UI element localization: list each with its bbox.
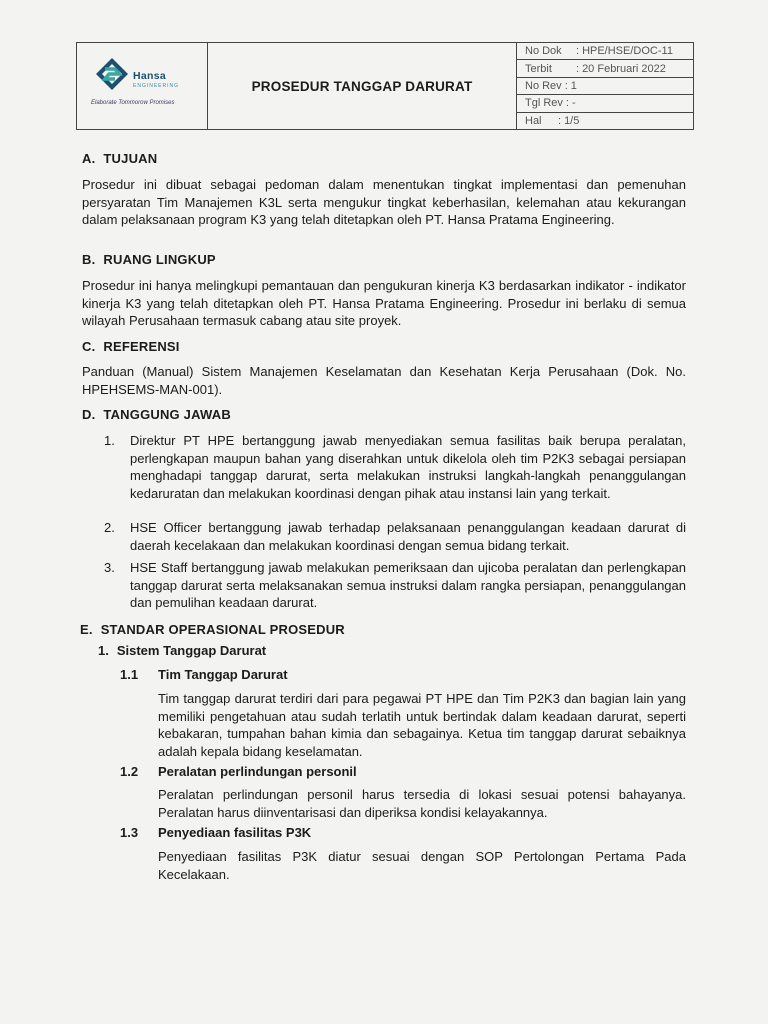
- section-b-text: Prosedur ini hanya melingkupi pemantauan dan pengukuran kinerja K3 berdasarkan indikator - indikator kinerja K3 yang telah ditetapkan oleh PT. Hansa Pratama Engineering. Prosedur ini berlaku di semua wilayah Perusahaan termasuk cabang atau site proyek.: [82, 278, 686, 328]
- document-meta: [517, 43, 693, 129]
- subsubsection-text: Tim tanggap darurat terdiri dari para pegawai PT HPE dan Tim P2K3 dan bagian lain yang memiliki pengetahuan atau sudah terlatih untuk bertindak dalam keadaan darurat, seperti kebakaran, tumpahan bahan kimia dan sebagainya. Ketua tim tanggap darurat sebaiknya adalah kepala bidang keselamatan.: [158, 691, 686, 759]
- section-a-heading: A. TUJUAN: [82, 151, 158, 166]
- company-subtitle: ENGINEERING: [133, 83, 180, 89]
- section-e-heading: E. STANDAR OPERASIONAL PROSEDUR: [80, 622, 345, 637]
- logo-cell: [77, 43, 208, 129]
- section-c-heading: C. REFERENSI: [82, 339, 180, 354]
- meta-no-dok: No Dok : HPE/HSE/DOC-11: [517, 43, 693, 60]
- section-d-heading: D. TANGGUNG JAWAB: [82, 407, 231, 422]
- subsubsection-heading: 1.1 Tim Tanggap Darurat: [120, 667, 288, 682]
- list-item: 2. HSE Officer bertanggung jawab terhadap pelaksanaan penanggulangan keadaan darurat di daerah kecelakaan dan melakukan koordinasi dengan semua bidang terkait.: [104, 520, 686, 553]
- company-tagline: Elaborate Tommorow Promises: [91, 100, 175, 106]
- hansa-logo-icon: [95, 57, 129, 91]
- subsection-heading: 1. Sistem Tanggap Darurat: [98, 643, 267, 658]
- section-a-text: Prosedur ini dibuat sebagai pedoman dalam menentukan tingkat implementasi dan pemenuhan persyaratan Tim Manajemen K3L serta mengukur tingkat keberhasilan, kelemahan atau kekurangan dalam pelaksanaan program K3 yang telah ditetapkan oleh PT. Hansa Pratama Engineering.: [82, 177, 686, 227]
- meta-no-rev: No Rev : 1: [517, 78, 693, 95]
- document-header: [76, 42, 694, 130]
- section-c-text: Panduan (Manual) Sistem Manajemen Keselamatan dan Kesehatan Kerja Perusahaan (Dok. No. HPEHSEMS-MAN-001).: [82, 364, 686, 397]
- meta-hal: Hal : 1/5: [525, 114, 580, 127]
- list-item: 1. Direktur PT HPE bertanggung jawab menyediakan semua fasilitas baik berupa peralatan, perlengkapan maupun bahan yang diserahkan untuk dikelola oleh tim P2K3 sebagai persiapan menghadapi tanggap darurat, serta melakukan instruksi langkah-langkah penanggulangan kedaruratan dan melakukan koordinasi dengan pihak atau instansi lain yang terkait.: [104, 433, 686, 501]
- subsubsection-heading: 1.3 Penyediaan fasilitas P3K: [120, 825, 312, 840]
- meta-terbit: Terbit : 20 Februari 2022: [517, 60, 693, 77]
- document-title: PROSEDUR TANGGAP DARURAT: [208, 43, 517, 129]
- subsubsection-text: Peralatan perlindungan personil harus tersedia di lokasi sesuai potensi bahayanya. Peralatan harus diinventarisasi dan diperiksa kondisi kelayakannya.: [158, 787, 686, 820]
- company-name: Hansa: [133, 70, 167, 82]
- list-item: 3. HSE Staff bertanggung jawab melakukan pemeriksaan dan ujicoba peralatan dan perlengkapan tanggap darurat serta melaksanakan semua instruksi dalam rangka persiapan, penanggulangan dan pemulihan keadaan darurat.: [104, 560, 686, 610]
- section-b-heading: B. RUANG LINGKUP: [82, 252, 216, 267]
- meta-tgl-rev: Tgl Rev : -: [517, 95, 693, 112]
- subsubsection-heading: 1.2 Peralatan perlindungan personil: [120, 764, 357, 779]
- subsubsection-text: Penyediaan fasilitas P3K diatur sesuai dengan SOP Pertolongan Pertama Pada Kecelakaan.: [158, 849, 686, 882]
